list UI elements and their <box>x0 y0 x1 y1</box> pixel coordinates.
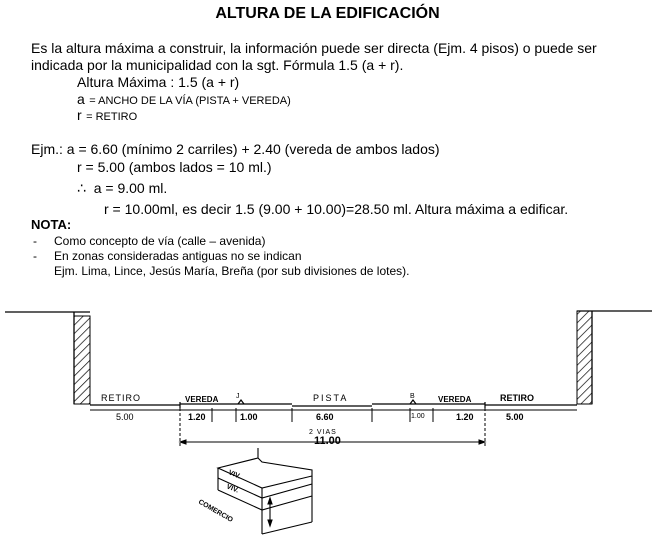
iso-label-viv-1: VIV. <box>227 469 242 481</box>
label-pista: PISTA <box>313 393 349 403</box>
nota-bullet-2: - <box>33 249 37 263</box>
therefore-symbol: ∴ <box>77 180 86 196</box>
nota-item-1: Como concepto de vía (calle – avenida) <box>54 234 266 248</box>
formula-line: Altura Máxima : 1.5 (a + r) <box>77 74 240 90</box>
iso-label-viv-2: VIV. <box>225 483 240 495</box>
iso-label-comercio: COMERCIO <box>197 498 234 524</box>
dim-berm-right: 1.00 <box>411 413 425 420</box>
nota-heading: NOTA: <box>31 217 72 232</box>
intro-line-2: indicada por la municipalidad con la sgt. Fórmula 1.5 (a + r). <box>31 57 404 73</box>
example-line-2: r = 5.00 (ambos lados = 10 ml.) <box>77 159 272 175</box>
label-vereda-left: VEREDA <box>185 395 219 404</box>
dim-retiro-right: 5.00 <box>506 412 524 422</box>
dim-retiro-left: 5.00 <box>116 412 134 422</box>
definition-r-variable: r <box>77 107 82 123</box>
label-vereda-right: VEREDA <box>438 395 472 404</box>
example-line-3-text: a = 9.00 ml. <box>93 180 168 196</box>
intro-line-1: Es la altura máxima a construir, la información puede ser directa (Ejm. 4 pisos) o puede ser <box>31 40 597 56</box>
label-berm-left: J <box>236 393 240 400</box>
definition-a-variable: a <box>77 91 85 107</box>
definition-a-text: = ANCHO DE LA VÍA (PISTA + VEREDA) <box>89 95 291 107</box>
nota-bullet-1: - <box>33 234 37 248</box>
example-line-1: Ejm.: a = 6.60 (mínimo 2 carriles) + 2.40 (vereda de ambos lados) <box>31 141 440 157</box>
label-berm-right: B <box>410 393 415 400</box>
dim-total: 11.00 <box>314 435 341 447</box>
dim-vereda-left: 1.20 <box>188 412 206 422</box>
label-retiro-left: RETIRO <box>101 393 142 403</box>
example-line-4: r = 10.00ml, es decir 1.5 (9.00 + 10.00)=28.50 ml. Altura máxima a edificar. <box>104 201 569 217</box>
page-title: ALTURA DE LA EDIFICACIÓN <box>215 5 440 22</box>
dim-vereda-right: 1.20 <box>456 412 474 422</box>
nota-item-3: Ejm. Lima, Lince, Jesús María, Breña (por sub divisiones de lotes). <box>54 264 410 278</box>
dim-vias: 2 VIAS <box>309 429 337 436</box>
dim-pista: 6.60 <box>316 412 334 422</box>
definition-r-text: = RETIRO <box>86 111 138 123</box>
left-building-wall <box>5 312 90 404</box>
nota-item-2: En zonas consideradas antiguas no se indican <box>54 249 302 263</box>
label-retiro-right: RETIRO <box>500 393 535 403</box>
right-building-wall <box>577 311 652 404</box>
dim-berm-left: 1.00 <box>240 412 258 422</box>
